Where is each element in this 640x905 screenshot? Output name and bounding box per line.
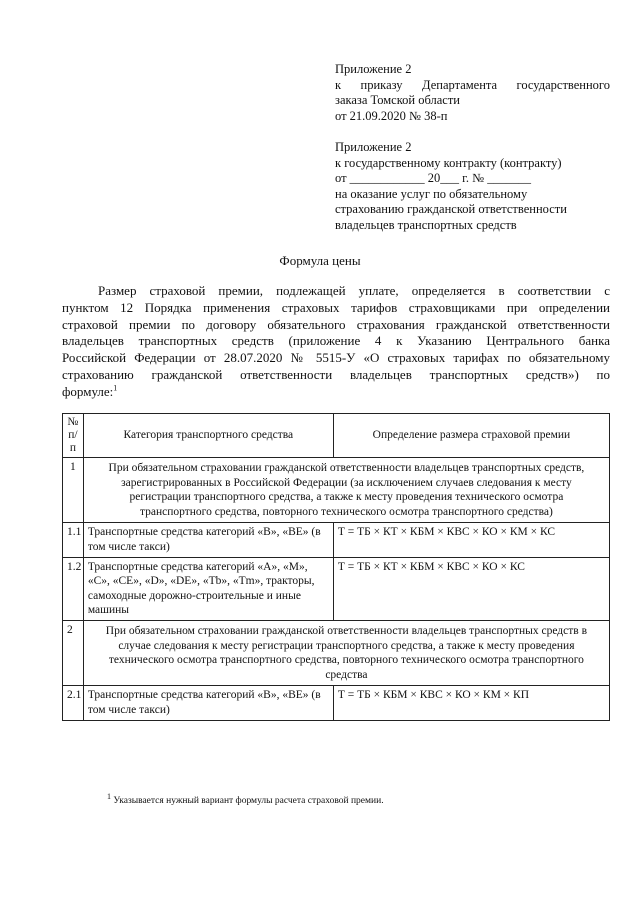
premium-formula: Т = ТБ × КБМ × КВС × КО × КМ × КП: [333, 686, 609, 720]
annex-contract-block: [335, 140, 610, 234]
formula-table: [62, 413, 610, 721]
annex-contract-line: страхованию гражданской ответственности: [335, 202, 567, 217]
annex-contract-line: к государственному контракту (контракту): [335, 155, 562, 170]
header-category: Категория транспортного средства: [83, 414, 333, 458]
table-header-row: [63, 414, 610, 458]
annex-order-block: [335, 62, 610, 124]
group-description: При обязательном страховании гражданской ответственности владельцев транспортных средств в случае следования к месту регистрации транспортного средства, а также к месту проведения технического осмотра транспортного средства, повторного технического осмотра транспортного средства: [83, 620, 609, 685]
annex-order-line: от 21.09.2020 № 38-п: [335, 108, 448, 123]
table-row: [63, 523, 610, 557]
row-num: 2: [63, 620, 84, 685]
footnote-mark: 1: [107, 791, 111, 801]
footnote-text: Указывается нужный вариант формулы расчета страховой премии.: [113, 796, 384, 806]
footnote: [107, 791, 384, 806]
table-row: [63, 557, 610, 620]
row-num: 1: [63, 458, 84, 523]
header-formula: Определение размера страховой премии: [333, 414, 609, 458]
premium-formula: Т = ТБ × КТ × КБМ × КВС × КО × КС: [333, 557, 609, 620]
vehicle-category: Транспортные средства категорий «В», «ВЕ» (в том числе такси): [83, 523, 333, 557]
intro-line: Российской Федерации от 28.07.2020 № 5515-У «О страховых тарифах по обязательному: [62, 350, 610, 366]
page-title: Формула цены: [279, 253, 361, 268]
table-group-row: [63, 458, 610, 523]
row-num: 1.2: [63, 557, 84, 620]
intro-line: пунктом 12 Порядка применения страховых тарифов страховщиками при определении: [62, 299, 610, 315]
premium-formula: Т = ТБ × КТ × КБМ × КВС × КО × КМ × КС: [333, 523, 609, 557]
intro-line: страхованию гражданской ответственности владельцев транспортных средств») по: [62, 366, 610, 382]
intro-line: страховой премии по договору обязательного страхования гражданской ответственности: [62, 316, 610, 332]
annex-contract-line: владельцев транспортных средств: [335, 217, 517, 232]
annex-contract-line: от ____________ 20___ г. № _______: [335, 171, 531, 186]
intro-line: Размер страховой премии, подлежащей уплате, определяется в соответствии с: [98, 283, 610, 298]
table-row: [63, 686, 610, 720]
intro-paragraph: [62, 283, 610, 401]
annex-contract-line: на оказание услуг по обязательному: [335, 186, 528, 201]
annex-order-line: к приказу Департамента государственного: [335, 77, 610, 92]
vehicle-category: Транспортные средства категорий «В», «ВЕ» (в том числе такси): [83, 686, 333, 720]
row-num: 2.1: [63, 686, 84, 720]
intro-line: владельцев транспортных средств (приложение 4 к Указанию Центрального банка: [62, 333, 610, 349]
footnote-reference[interactable]: 1: [113, 383, 118, 393]
group-description: При обязательном страховании гражданской ответственности владельцев транспортных средств, зарегистрированных в Российской Федерации (за исключением случаев следования к месту регистрации транспортного средства, а также к месту проведения технического осмотра транспортного средства, повторного технического осмотра транспортного средства): [83, 458, 609, 523]
vehicle-category: Транспортные средства категорий «А», «М», «С», «СЕ», «D», «DE», «Tb», «Tm», тракторы, самоходные дорожно-строительные и иные машины: [83, 557, 333, 620]
annex-contract-line: Приложение 2: [335, 140, 412, 154]
intro-line: формуле:: [62, 383, 114, 399]
annex-order-line: заказа Томской области: [335, 93, 460, 108]
annex-order-line: Приложение 2: [335, 62, 412, 76]
row-num: 1.1: [63, 523, 84, 557]
table-group-row: [63, 620, 610, 685]
header-num: № п/п: [63, 414, 84, 458]
intro-last-line: [62, 384, 610, 401]
